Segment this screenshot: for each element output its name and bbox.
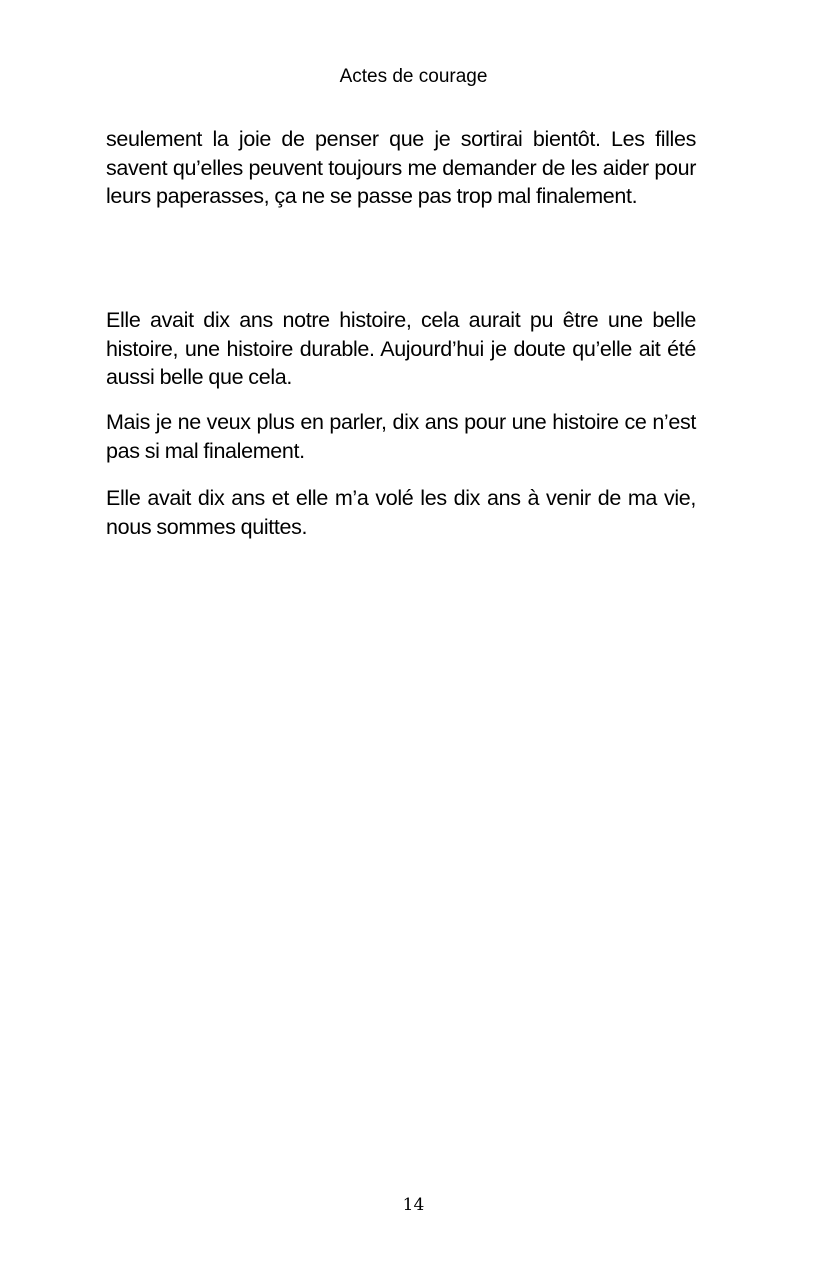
body-paragraph bbox=[106, 125, 696, 211]
page-number: 14 bbox=[402, 1195, 425, 1215]
paragraph-text: Elle avait dix ans et elle m’a volé les dix ans à venir de ma vie, nous sommes quittes. bbox=[106, 486, 696, 539]
paragraph-text: seulement la joie de penser que je sortirai bientôt. Les filles savent qu’elles peuvent toujours me demander de les aider pour leurs paperasses, ça ne se passe pas trop mal finalement. bbox=[106, 127, 696, 208]
body-paragraph bbox=[106, 306, 696, 392]
paragraph-text: Mais je ne veux plus en parler, dix ans pour une histoire ce n’est pas si mal finalement. bbox=[106, 410, 696, 463]
body-paragraph bbox=[106, 484, 696, 541]
body-paragraph bbox=[106, 408, 696, 465]
running-header-title: Actes de courage bbox=[339, 66, 488, 87]
paragraph-text: Elle avait dix ans notre histoire, cela aurait pu être une belle histoire, une histoire durable. Aujourd’hui je doute qu’elle ait été aussi belle que cela. bbox=[106, 308, 696, 389]
